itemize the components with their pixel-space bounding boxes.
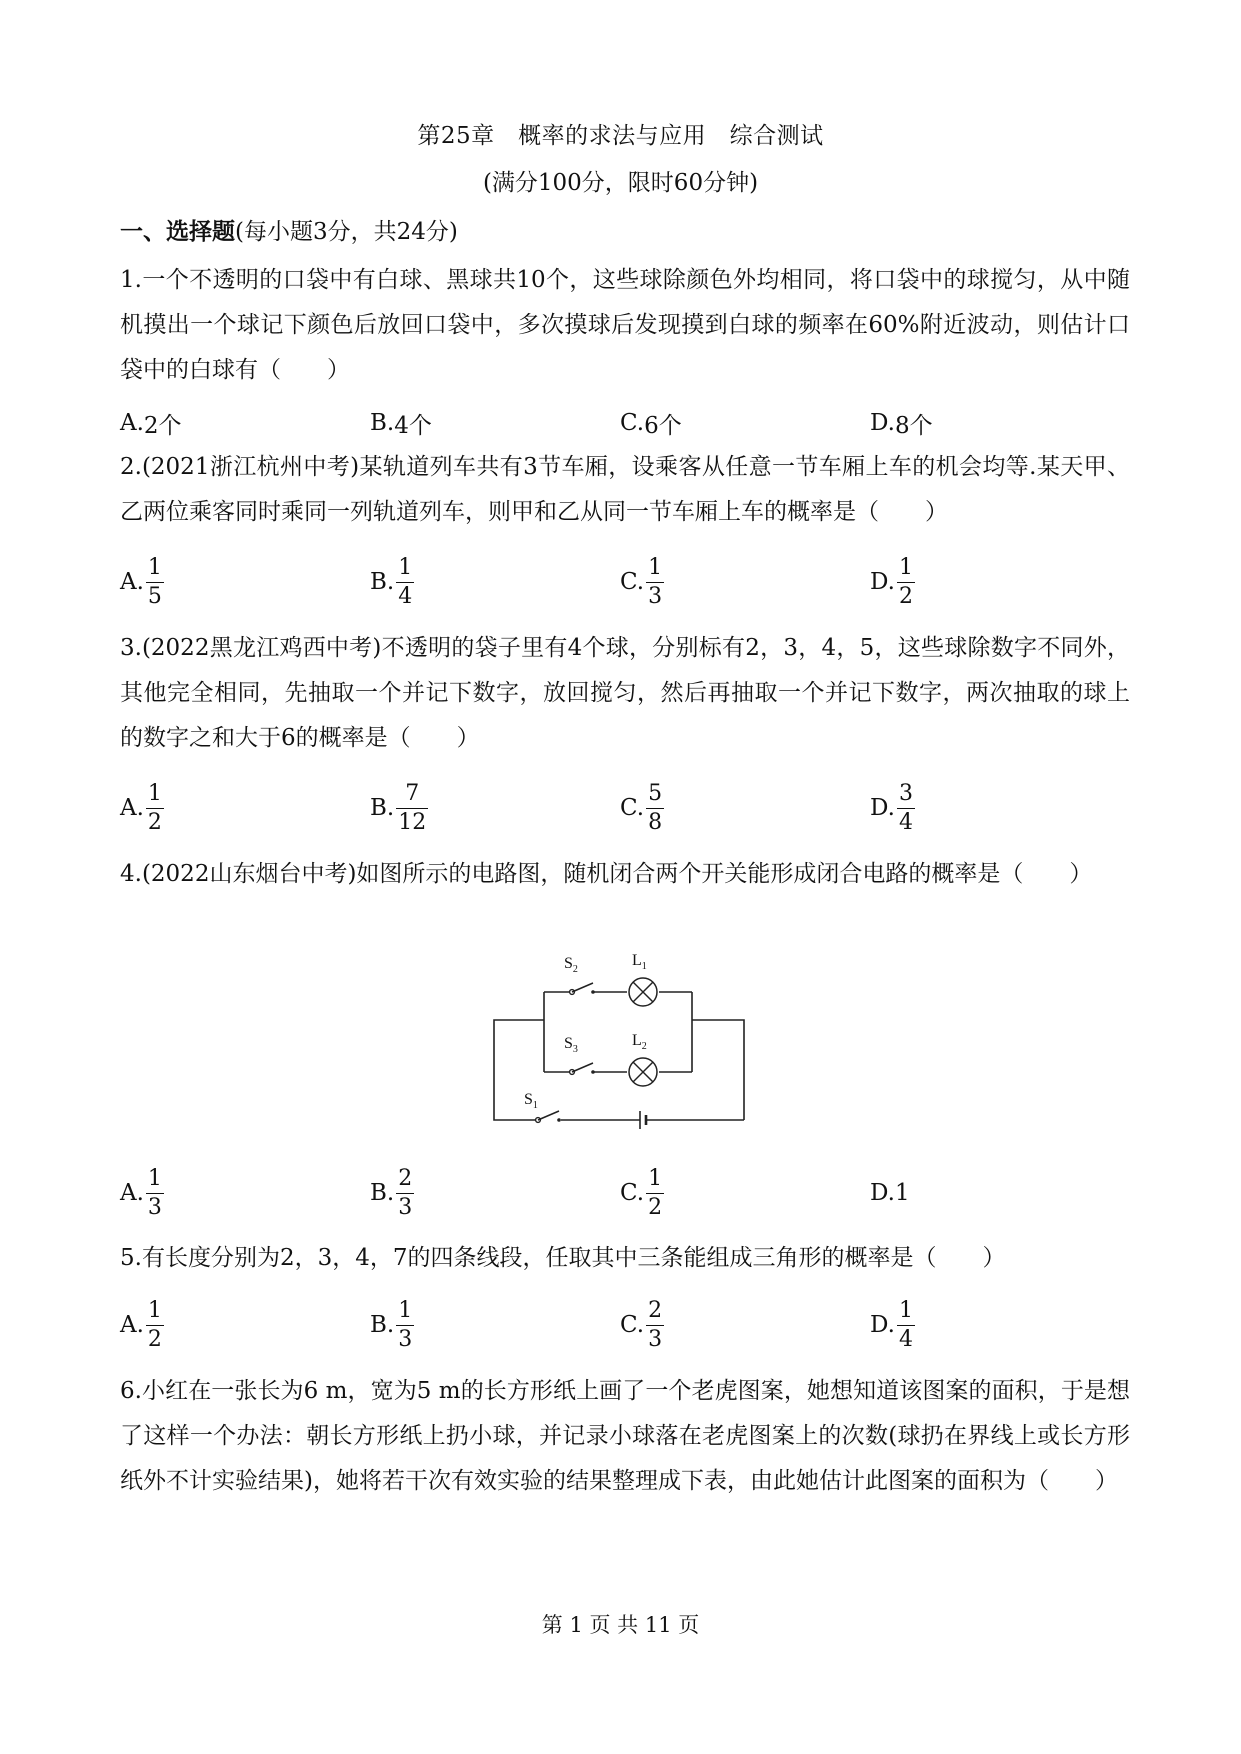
question-5-options (0, 1295, 1241, 1355)
option-text: 1 (894, 1180, 910, 1206)
fraction (396, 1166, 414, 1221)
fraction (396, 1298, 414, 1353)
option-prefix: C. (620, 410, 645, 436)
option-c[interactable] (620, 393, 682, 453)
option-d[interactable] (870, 1295, 915, 1355)
option-prefix: A. (120, 1180, 144, 1206)
fraction-bar (146, 582, 164, 583)
fraction (646, 1166, 664, 1221)
option-prefix: D. (870, 569, 895, 595)
label-l1: $L_1$ (632, 952, 647, 972)
label-l2: $L_2$ (632, 1032, 647, 1052)
fraction-bar (897, 808, 915, 809)
option-prefix: B. (370, 569, 395, 595)
page-title: 第25章 概率的求法与应用 综合测试 (417, 123, 824, 149)
option-prefix: B. (370, 410, 395, 436)
denominator: 3 (398, 1194, 413, 1220)
denominator: 12 (398, 809, 427, 835)
page-subtitle: (满分100分，限时60分钟) (482, 170, 759, 196)
option-d[interactable] (870, 778, 915, 838)
denominator: 3 (398, 1326, 413, 1352)
fraction-bar (396, 808, 428, 809)
fraction (146, 781, 164, 836)
denominator: 4 (898, 1326, 913, 1352)
battery-icon (640, 1111, 646, 1129)
switch-s1 (536, 1111, 561, 1122)
option-a[interactable] (120, 1295, 164, 1355)
denominator: 2 (648, 1194, 663, 1220)
fraction (897, 781, 915, 836)
numerator: 7 (405, 780, 420, 806)
option-a[interactable] (120, 393, 182, 453)
fraction (146, 555, 164, 610)
label-s1: $S_1$ (524, 1091, 538, 1111)
option-prefix: A. (120, 1312, 144, 1338)
denominator: 8 (648, 809, 663, 835)
denominator: 2 (147, 809, 162, 835)
fraction-bar (897, 582, 915, 583)
option-a[interactable] (120, 552, 164, 612)
lamp-l2-icon (629, 1058, 657, 1086)
fraction-bar (396, 1193, 414, 1194)
page-footer: 第 1 页 共 11 页 (541, 1613, 700, 1637)
numerator: 1 (898, 1297, 913, 1323)
option-c[interactable] (620, 552, 664, 612)
fraction (646, 555, 664, 610)
question-1-options (0, 393, 1241, 453)
option-prefix: D. (870, 1312, 895, 1338)
option-prefix: B. (370, 795, 395, 821)
fraction-bar (396, 1325, 414, 1326)
option-text: 8个 (894, 412, 933, 439)
numerator: 1 (147, 780, 162, 806)
numerator: 1 (398, 554, 413, 580)
question-3-text: 3.(2022黑龙江鸡西中考)不透明的袋子里有4个球，分别标有2，3，4，5，这些球除数字不同外，其他完全相同，先抽取一个并记下数字，放回搅匀，然后再抽取一个并记下数字，两次抽取的球上的数字之和大于6的概率是（ ） (120, 635, 1130, 751)
numerator: 1 (398, 1297, 413, 1323)
denominator: 2 (147, 1326, 162, 1352)
question-1-text: 1.一个不透明的口袋中有白球、黑球共10个，这些球除颜色外均相同，将口袋中的球搅匀，从中随机摸出一个球记下颜色后放回口袋中，多次摸球后发现摸到白球的频率在60%附近波动，则估计口袋中的白球有（ ） (120, 267, 1130, 383)
section-title: 一、选择题 (120, 218, 235, 245)
question-5-text: 5.有长度分别为2，3，4，7的四条线段，任取其中三条能组成三角形的概率是（ ） (120, 1245, 1006, 1271)
fraction (396, 555, 414, 610)
option-prefix: D. (870, 795, 895, 821)
numerator: 1 (648, 554, 663, 580)
option-d[interactable] (870, 552, 915, 612)
section-note: (每小题3分，共24分) (235, 219, 458, 245)
option-c[interactable] (620, 778, 664, 838)
question-2-options (0, 552, 1241, 612)
option-b[interactable] (370, 1295, 414, 1355)
fraction-bar (646, 808, 664, 809)
denominator: 5 (147, 583, 162, 609)
fraction (146, 1166, 164, 1221)
fraction-bar (146, 808, 164, 809)
option-b[interactable] (370, 1163, 414, 1223)
fraction-bar (146, 1325, 164, 1326)
section-heading (120, 216, 458, 248)
option-d[interactable] (870, 1163, 910, 1223)
question-4-options (0, 1163, 1241, 1223)
fraction-bar (646, 582, 664, 583)
option-prefix: D. (870, 410, 895, 436)
denominator: 2 (898, 583, 913, 609)
numerator: 2 (648, 1297, 663, 1323)
fraction (646, 1298, 664, 1353)
numerator: 1 (898, 554, 913, 580)
fraction-bar (646, 1325, 664, 1326)
option-prefix: C. (620, 795, 645, 821)
numerator: 3 (898, 780, 913, 806)
switch-s2 (570, 983, 595, 994)
option-prefix: B. (370, 1180, 395, 1206)
option-text: 6个 (644, 412, 682, 439)
option-c[interactable] (620, 1295, 664, 1355)
option-prefix: B. (370, 1312, 395, 1338)
option-prefix: A. (120, 569, 144, 595)
label-s3: $S_3$ (564, 1035, 578, 1055)
question-4-text: 4.(2022山东烟台中考)如图所示的电路图，随机闭合两个开关能形成闭合电路的概率是（ ） (120, 861, 1093, 887)
question-2-text: 2.(2021浙江杭州中考)某轨道列车共有3节车厢，设乘客从任意一节车厢上车的机会均等.某天甲、乙两位乘客同时乘同一列轨道列车，则甲和乙从同一节车厢上车的概率是（ ） (120, 454, 1130, 525)
fraction-bar (646, 1193, 664, 1194)
numerator: 1 (648, 1165, 663, 1191)
fraction-bar (897, 1325, 915, 1326)
denominator: 3 (648, 1326, 663, 1352)
option-text: 2个 (143, 412, 182, 439)
denominator: 3 (147, 1194, 162, 1220)
fraction-bar (396, 582, 414, 583)
option-prefix: D. (870, 1180, 895, 1206)
option-prefix: C. (620, 1312, 645, 1338)
fraction-bar (146, 1193, 164, 1194)
numerator: 1 (147, 1165, 162, 1191)
option-prefix: A. (120, 410, 144, 436)
numerator: 5 (648, 780, 663, 806)
fraction (646, 781, 664, 836)
option-b[interactable] (370, 552, 414, 612)
lamp-l1-icon (629, 978, 657, 1006)
option-prefix: C. (620, 1180, 645, 1206)
denominator: 3 (648, 583, 663, 609)
option-prefix: A. (120, 795, 144, 821)
option-d[interactable] (870, 393, 933, 453)
numerator: 2 (398, 1165, 413, 1191)
option-prefix: C. (620, 569, 645, 595)
question-6-text: 6.小红在一张长为6 m，宽为5 m的长方形纸上画了一个老虎图案，她想知道该图案的面积，于是想了这样一个办法：朝长方形纸上扔小球，并记录小球落在老虎图案上的次数(球扔在界线上或长方形纸外不计实验结果)，她将若干次有效实验的结果整理成下表，由此她估计此图案的面积为（ ） (120, 1378, 1130, 1494)
question-3-options (0, 778, 1241, 838)
fraction (146, 1298, 164, 1353)
denominator: 4 (398, 583, 413, 609)
fraction (897, 1298, 915, 1353)
option-a[interactable] (120, 778, 164, 838)
fraction (396, 781, 428, 836)
denominator: 4 (898, 809, 913, 835)
fraction (897, 555, 915, 610)
switch-s3 (570, 1063, 595, 1074)
option-a[interactable] (120, 1163, 164, 1223)
option-text: 4个 (394, 412, 432, 439)
circuit-diagram (486, 948, 756, 1138)
option-b[interactable] (370, 778, 428, 838)
option-b[interactable] (370, 393, 432, 453)
option-c[interactable] (620, 1163, 664, 1223)
label-s2: $S_2$ (564, 955, 578, 975)
numerator: 1 (147, 554, 162, 580)
numerator: 1 (147, 1297, 162, 1323)
